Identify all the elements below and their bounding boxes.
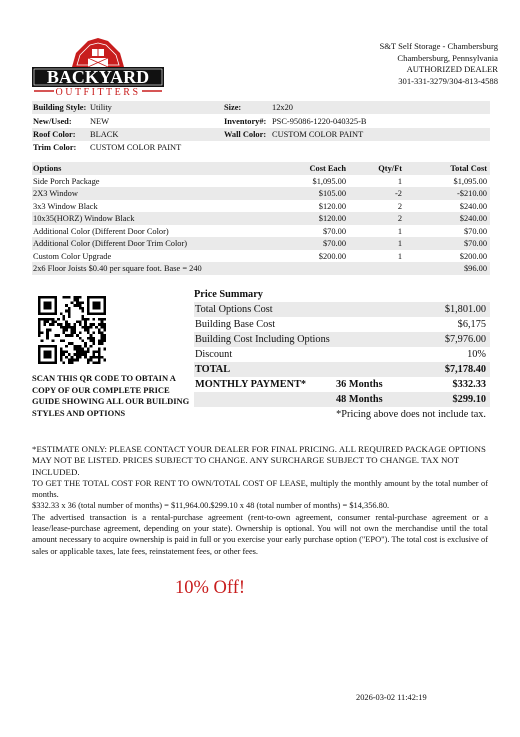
monthly-payment-label: MONTHLY PAYMENT* (195, 379, 307, 390)
discount-label: Discount (195, 349, 233, 360)
option-name: 3x3 Window Black (33, 201, 98, 211)
info-row (32, 114, 490, 127)
roof-color-value: BLACK (90, 129, 119, 139)
option-qty: 1 (397, 239, 402, 249)
option-name: Additional Color (Different Door Trim Color) (33, 239, 188, 249)
option-cost: $70.00 (322, 226, 346, 236)
payment-36: $332.33 (452, 379, 486, 390)
disclaimer (32, 444, 488, 557)
options-table (32, 162, 490, 275)
payment-48: $299.10 (452, 394, 486, 405)
barn-logo-icon (32, 33, 164, 99)
cost-each-header: Cost Each (309, 163, 346, 173)
building-style-value: Utility (90, 103, 112, 113)
info-row (32, 101, 490, 114)
floor-joists-row (32, 262, 490, 275)
table-row (32, 225, 490, 238)
option-qty: 1 (397, 226, 402, 236)
option-cost: $70.00 (322, 239, 346, 249)
total-label: TOTAL (195, 364, 231, 375)
trim-color-value: CUSTOM COLOR PAINT (90, 143, 182, 153)
option-total: $240.00 (459, 201, 487, 211)
building-info (32, 101, 490, 155)
options-header: Options (33, 163, 62, 173)
price-summary-title: Price Summary (194, 289, 263, 300)
base-cost-value: $6,175 (457, 319, 486, 330)
summary-total-row (194, 362, 490, 377)
option-qty: -2 (395, 189, 402, 199)
timestamp: 2026-03-02 11:42:19 (356, 693, 427, 702)
wall-color-value: CUSTOM COLOR PAINT (272, 129, 364, 139)
info-row (32, 141, 490, 154)
table-row (32, 212, 490, 225)
total-options-value: $1,801.00 (444, 304, 486, 315)
estimate-notice: *ESTIMATE ONLY: PLEASE CONTACT YOUR DEALER FOR FINAL PRICING. ALL REQUIRED PACKAGE OPTIONS MAY NOT BE LISTED. PRICES SUBJECT TO CHANGE. ANY SURCHARGE SUBJECT TO CHANGE. TAX NOT INCLUDED. (32, 444, 486, 477)
table-row (32, 200, 490, 213)
option-total: $200.00 (459, 251, 487, 261)
inventory-label: Inventory#: (224, 116, 267, 126)
dealer-location: Chambersburg, Pennsylvania (397, 52, 498, 63)
option-cost: $105.00 (318, 189, 346, 199)
table-row (32, 250, 490, 263)
option-name: Additional Color (Different Door Color) (33, 226, 169, 236)
qr-caption: SCAN THIS QR CODE TO OBTAIN A COPY OF OUR COMPLETE PRICE GUIDE SHOWING ALL OUR BUILDING STYLES AND OPTIONS (32, 373, 190, 418)
option-total: -$210.00 (456, 189, 487, 199)
new-used-value: NEW (90, 116, 110, 126)
options-header-row (32, 162, 490, 175)
qr-code[interactable] (38, 296, 106, 364)
qty-header: Qty/Ft (378, 163, 402, 173)
option-total: $240.00 (459, 214, 487, 224)
option-qty: 2 (397, 201, 402, 211)
option-cost: $200.00 (318, 251, 346, 261)
option-qty: 2 (397, 214, 402, 224)
option-total: $70.00 (463, 239, 487, 249)
svg-text:OUTFITTERS: OUTFITTERS (55, 87, 141, 98)
size-value: 12x20 (272, 103, 293, 113)
option-cost: $1,095.00 (312, 176, 346, 186)
option-name: Custom Color Upgrade (33, 251, 112, 261)
table-row (32, 187, 490, 200)
qr-code-icon (38, 296, 106, 364)
price-summary (194, 287, 490, 422)
monthly-36-row (194, 377, 490, 392)
total-value: $7,178.40 (444, 364, 486, 375)
table-row (32, 175, 490, 188)
base-cost-label: Building Base Cost (195, 319, 276, 330)
option-qty: 1 (397, 176, 402, 186)
wall-color-label: Wall Color: (224, 129, 267, 139)
backyard-outfitters-logo (32, 33, 164, 99)
inventory-value: PSC-95086-1220-040325-B (272, 116, 367, 126)
option-name: 2X3 Window (33, 189, 78, 199)
dealer-status: AUTHORIZED DEALER (406, 64, 498, 75)
option-cost: $120.00 (318, 201, 346, 211)
term-48: 48 Months (336, 394, 383, 405)
total-calculation: $332.33 x 36 (total number of months) = $11,964.00.$299.10 x 48 (total number of months) = $14,356.80. (32, 501, 390, 511)
including-options-value: $7,976.00 (444, 334, 486, 345)
promo-discount: 10% Off! (175, 578, 246, 598)
new-used-label: New/Used: (33, 116, 72, 126)
option-total: $1,095.00 (453, 176, 487, 186)
monthly-48-row (194, 392, 490, 407)
rental-purchase-notice: The advertised transaction is a rental-purchase agreement (rent-to-own agreement, consumer rental-purchase agreement or a lease/lease-purchase agreement, depending on your state). Ownership is optional. You will not own the merchandise until the total amount necessary to acquire ownership is paid in full or you exercise your early purchase option ("EPO"). The total cost is exclusive of sales or applicable taxes, late fees, reinstatement fees, or other fees. (32, 512, 488, 556)
discount-value: 10% (467, 349, 486, 360)
svg-text:BACKYARD: BACKYARD (46, 67, 150, 87)
term-36: 36 Months (336, 379, 383, 390)
total-cost-header: Total Cost (450, 163, 487, 173)
dealer-phone: 301-331-3279/304-813-4588 (398, 75, 498, 86)
building-style-label: Building Style: (33, 103, 87, 113)
info-row (32, 128, 490, 141)
summary-row (194, 317, 490, 332)
floor-joists-name: 2x6 Floor Joists $0.40 per square foot. Base = 240 (33, 264, 202, 274)
option-cost: $120.00 (318, 214, 346, 224)
summary-row (194, 347, 490, 362)
total-options-label: Total Options Cost (195, 304, 273, 315)
tax-note: *Pricing above does not include tax. (336, 409, 486, 420)
summary-row (194, 302, 490, 317)
size-label: Size: (224, 103, 242, 113)
floor-joists-total: $96.00 (463, 264, 487, 274)
summary-row (194, 332, 490, 347)
rent-to-own-notice: TO GET THE TOTAL COST FOR RENT TO OWN/TOTAL COST OF LEASE, multiply the monthly amount by the total number of months. (32, 478, 488, 500)
trim-color-label: Trim Color: (33, 143, 77, 153)
option-name: Side Porch Package (33, 176, 100, 186)
table-row (32, 237, 490, 250)
including-options-label: Building Cost Including Options (195, 334, 330, 345)
dealer-info (379, 41, 498, 87)
option-name: 10x35(HORZ) Window Black (33, 214, 135, 224)
option-total: $70.00 (463, 226, 487, 236)
roof-color-label: Roof Color: (33, 129, 76, 139)
option-qty: 1 (397, 251, 402, 261)
dealer-name: S&T Self Storage - Chambersburg (379, 41, 498, 51)
tax-note-row (194, 407, 490, 422)
